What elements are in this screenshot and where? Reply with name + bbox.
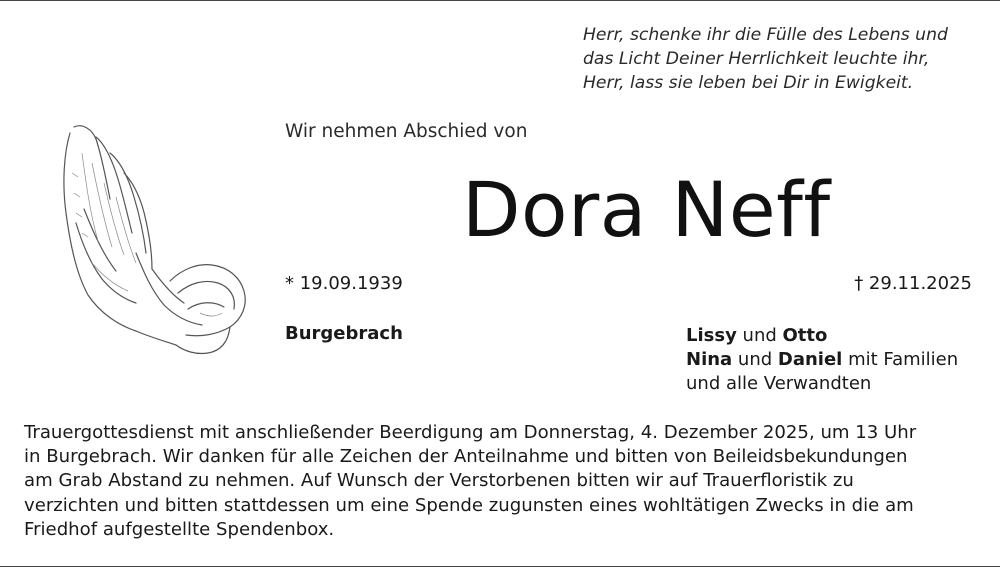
notice-line: verzichten und bitten stattdessen um eine Spende zugunsten eines wohltätigen Zwecks in die am xyxy=(24,494,914,516)
verse-line: das Licht Deiner Herrlichkeit leuchte ihr, xyxy=(583,49,930,69)
mourners-line xyxy=(686,348,958,372)
mourner-name: Daniel xyxy=(777,349,843,370)
mourner-name: Nina xyxy=(686,349,733,370)
notice-line: am Grab Abstand zu nehmen. Auf Wunsch der Verstorbenen bitten wir auf Trauerfloristik zu xyxy=(24,470,854,492)
verse-line: Herr, lass sie leben bei Dir in Ewigkeit. xyxy=(583,73,914,93)
mourners-conjunction: und xyxy=(732,349,778,370)
bible-verse xyxy=(583,23,993,95)
mourners-line xyxy=(686,324,958,348)
deceased-name: Dora Neff xyxy=(462,165,831,254)
notice-line: Friedhof aufgestellte Spendenbox. xyxy=(24,518,335,540)
mourners-line: und alle Verwandten xyxy=(686,373,872,394)
farewell-intro: Wir nehmen Abschied von xyxy=(285,121,528,142)
birth-date: * 19.09.1939 xyxy=(285,273,403,294)
hometown: Burgebrach xyxy=(285,323,403,344)
praying-hands-icon xyxy=(52,113,252,361)
mourners-suffix: mit Familien xyxy=(842,349,959,370)
mourner-name: Otto xyxy=(782,325,828,346)
mourners-conjunction: und xyxy=(736,325,783,346)
notice-line: in Burgebrach. Wir danken für alle Zeichen der Anteilnahme und bitten von Beileidsbekundungen xyxy=(24,446,908,468)
funeral-notice-text xyxy=(24,421,984,542)
death-date: † 29.11.2025 xyxy=(854,273,972,294)
notice-line: Trauergottesdienst mit anschließender Beerdigung am Donnerstag, 4. Dezember 2025, um 13 Uhr xyxy=(24,422,917,443)
mourner-name: Lissy xyxy=(686,325,737,346)
mourners-list xyxy=(686,324,958,396)
verse-line: Herr, schenke ihr die Fülle des Lebens und xyxy=(583,25,948,45)
